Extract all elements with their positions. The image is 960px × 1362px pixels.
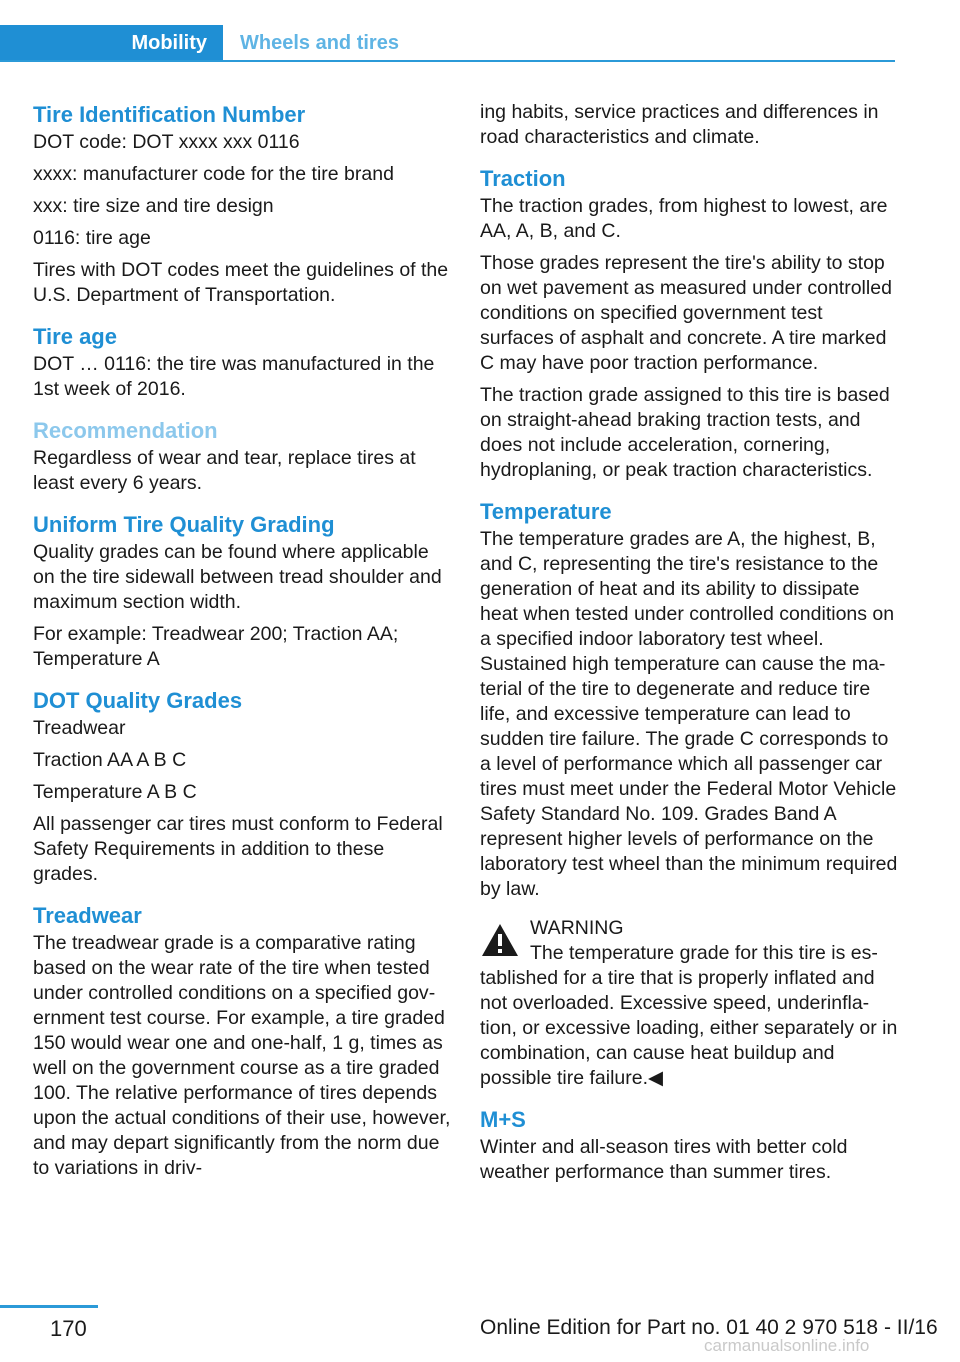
paragraph: 0116: tire age <box>33 227 151 249</box>
section-heading: Recommendation <box>33 418 218 443</box>
paragraph: xxx: tire size and tire design <box>33 195 274 217</box>
section-continuation <box>480 100 898 150</box>
paragraph: Regardless of wear and tear, replace tires at least every 6 years. <box>33 447 416 494</box>
page-number: 170 <box>50 1316 87 1341</box>
section-heading: Treadwear <box>33 903 142 928</box>
paragraph: For example: Treadwear 200; Traction AA; Temperature A <box>33 623 399 670</box>
section-heading: M+S <box>480 1107 526 1132</box>
paragraph: Traction AA A B C <box>33 749 187 771</box>
section-heading: Traction <box>480 166 566 191</box>
footer-divider <box>0 1305 98 1308</box>
watermark: carmanualsonline.info <box>704 1336 870 1355</box>
paragraph: The traction grades, from highest to lowest, are AA, A, B, and C. <box>480 195 888 242</box>
warning-triangle-icon <box>480 922 520 958</box>
paragraph: ing habits, service practices and differences in road characteristics and climate. <box>480 101 879 148</box>
section-heading: Uniform Tire Quality Grading <box>33 512 335 537</box>
section-traction <box>480 164 898 483</box>
section-heading: Tire Identification Number <box>33 102 306 127</box>
paragraph: Temperature A B C <box>33 781 197 803</box>
header-divider <box>0 60 895 62</box>
paragraph: xxxx: manufacturer code for the tire brand <box>33 163 394 185</box>
paragraph: DOT code: DOT xxxx xxx 0116 <box>33 131 300 153</box>
page-header <box>0 25 895 61</box>
right-column <box>480 100 898 1199</box>
left-column <box>33 100 451 1195</box>
edition-text: Online Edition for Part no. 01 40 2 970 518 - II/16 <box>480 1316 938 1339</box>
section-tire-age <box>33 322 451 402</box>
paragraph: Quality grades can be found where applicable on the tire sidewall between tread shoulder and maximum section width. <box>33 541 442 613</box>
warning-title: WARNING <box>530 917 624 939</box>
paragraph: Tires with DOT codes meet the guidelines of the U.S. Department of Transportation. <box>33 259 449 306</box>
tab-mobility[interactable]: Mobility <box>0 25 223 62</box>
section-m-s <box>480 1105 898 1185</box>
paragraph: The treadwear grade is a comparative rating based on the wear rate of the tire when tested under controlled conditions on a specified government test course. For example, a tire graded 150 would wear one and one-half, 1 g, times as well on the government course as a tire graded 100. The relative performance of tires depends upon the actual conditions of their use, however, and may depart significantly from the norm due to variations in driv- <box>33 932 451 1179</box>
paragraph: Treadwear <box>33 717 126 739</box>
section-recommendation <box>33 416 451 496</box>
warning-body: tablished for a tire that is properly inflated and not overloaded. Excessive speed, underinflation, or excessive loading, either separately or in combination, can cause heat buildup and possible tire failure.◀ <box>480 967 898 1089</box>
tab-wheels-and-tires[interactable]: Wheels and tires <box>240 32 399 54</box>
paragraph: DOT … 0116: the tire was manufactured in the 1st week of 2016. <box>33 353 435 400</box>
paragraph: The temperature grades are A, the highest, B, and C, representing the tire's resistance to the generation of heat and its ability to dissipate heat when tested under controlled conditions on a specified indoor laboratory test wheel. Sustained high temperature can cause the material of the tire to degenerate and reduce tire life, and excessive temperature can lead to sudden tire failure. The grade C corresponds to a level of performance which all passenger car tires must meet under the Federal Motor Vehicle Safety Standard No. 109. Grades Band A represent higher levels of performance on the laboratory test wheel than the minimum required by law. <box>480 528 898 900</box>
paragraph: All passenger car tires must conform to Federal Safety Requirements in addition to these grades. <box>33 813 443 885</box>
section-heading: DOT Quality Grades <box>33 688 243 713</box>
section-tire-identification-number <box>33 100 451 308</box>
section-temperature <box>480 497 898 902</box>
paragraph: Winter and all-season tires with better cold weather performance than summer tires. <box>480 1136 848 1183</box>
warning-lead: The temperature grade for this tire is es- <box>530 942 878 964</box>
section-heading: Tire age <box>33 324 117 349</box>
section-uniform-tire-quality-grading <box>33 510 451 672</box>
section-dot-quality-grades <box>33 686 451 887</box>
paragraph: The traction grade assigned to this tire is based on straight-ahead braking traction tests, and does not include acceleration, cornering, hydroplaning, or peak traction characteristics. <box>480 384 890 481</box>
section-treadwear <box>33 901 451 1181</box>
paragraph: Those grades represent the tire's ability to stop on wet pavement as measured under controlled conditions on specified government test surfaces of asphalt and concrete. A tire marked C may have poor traction performance. <box>480 252 892 374</box>
section-heading: Temperature <box>480 499 612 524</box>
warning-box <box>480 916 898 1091</box>
